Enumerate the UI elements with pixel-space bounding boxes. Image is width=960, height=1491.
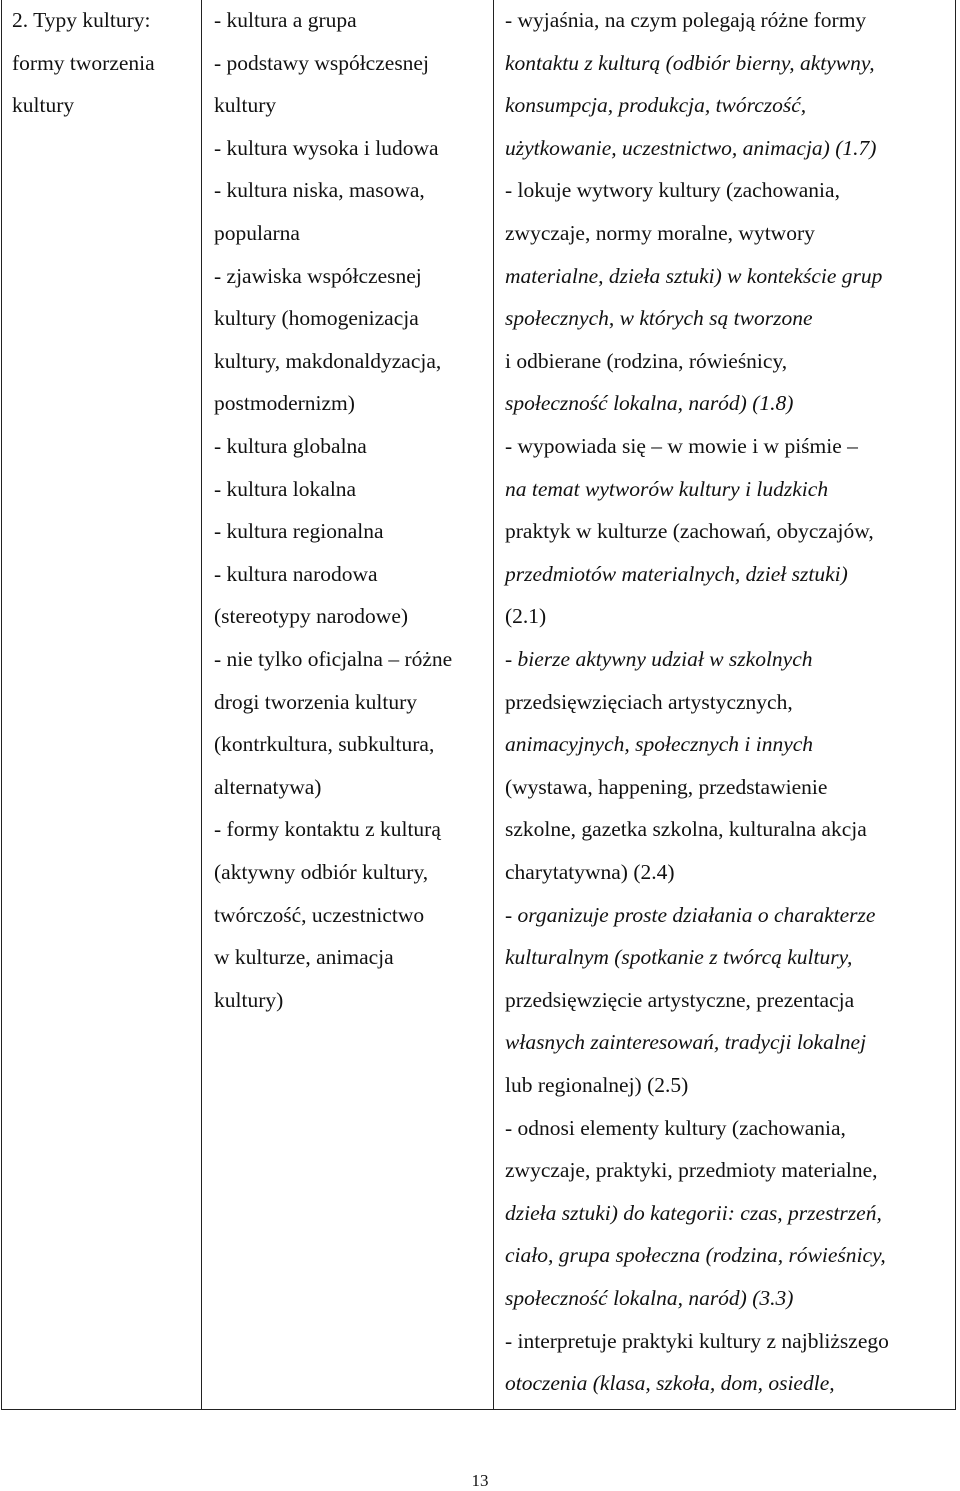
content-line: kultury, makdonaldyzacja, bbox=[214, 348, 442, 373]
requirement-line: własnych zainteresowań, tradycji lokalnej bbox=[505, 1030, 867, 1055]
content-line: kultury) bbox=[214, 987, 284, 1012]
requirement-line: szkolne, gazetka szkolna, kulturalna akcja bbox=[505, 817, 867, 842]
content-line: (aktywny odbiór kultury, bbox=[214, 860, 429, 884]
content-line: - kultura globalna bbox=[214, 434, 367, 458]
requirement-line: przedsięwzięciach artystycznych, bbox=[505, 689, 793, 714]
content-line: - kultura regionalna bbox=[214, 519, 384, 544]
requirement-line: konsumpcja, produkcja, twórczość, bbox=[505, 93, 807, 118]
content-line: alternatywa) bbox=[214, 774, 322, 799]
requirement-line: materialne, dzieła sztuki) w kontekście grup bbox=[505, 263, 883, 288]
content-line: - kultura a grupa bbox=[214, 8, 357, 32]
content-line: drogi tworzenia kultury bbox=[214, 689, 418, 714]
requirement-line: - lokuje wytwory kultury (zachowania, bbox=[505, 178, 840, 203]
requirement-line: społeczność lokalna, naród) (1.8) bbox=[505, 391, 794, 416]
topic-line: kultury bbox=[12, 93, 75, 118]
requirement-line: lub regionalnej) (2.5) bbox=[505, 1073, 689, 1097]
content-line: kultury (homogenizacja bbox=[214, 306, 419, 331]
content-line: w kulturze, animacja bbox=[214, 945, 394, 970]
requirement-line: - odnosi elementy kultury (zachowania, bbox=[505, 1115, 846, 1140]
content-line: popularna bbox=[214, 221, 300, 245]
requirement-line: - interpretuje praktyki kultury z najbliższego bbox=[505, 1328, 889, 1353]
requirement-line: zwyczaje, praktyki, przedmioty materialne, bbox=[505, 1158, 878, 1183]
requirement-line: praktyk w kulturze (zachowań, obyczajów, bbox=[505, 519, 874, 544]
content-line: - nie tylko oficjalna – różne bbox=[214, 647, 453, 671]
requirement-line: ciało, grupa społeczna (rodzina, rówieśnicy, bbox=[505, 1243, 886, 1268]
content-line: postmodernizm) bbox=[214, 391, 355, 416]
topic-line: formy tworzenia bbox=[12, 50, 155, 75]
requirement-line: na temat wytworów kultury i ludzkich bbox=[505, 476, 829, 501]
content-line: (kontrkultura, subkultura, bbox=[214, 732, 435, 757]
requirement-line: kontaktu z kulturą (odbiór bierny, aktywny, bbox=[505, 50, 875, 75]
requirement-line: otoczenia (klasa, szkoła, dom, osiedle, bbox=[505, 1371, 835, 1396]
requirement-line: przedmiotów materialnych, dzieł sztuki) bbox=[505, 561, 848, 586]
requirement-line: - wypowiada się – w mowie i w piśmie – bbox=[505, 434, 858, 458]
requirement-line: zwyczaje, normy moralne, wytwory bbox=[505, 221, 815, 245]
requirement-line: - organizuje proste działania o charakterze bbox=[505, 902, 876, 927]
requirements-column bbox=[494, 0, 955, 1409]
content-line: (stereotypy narodowe) bbox=[214, 604, 409, 629]
requirement-line: (2.1) bbox=[505, 604, 547, 629]
requirement-line: - bierze aktywny udział w szkolnych bbox=[505, 647, 813, 671]
requirement-line: społeczność lokalna, naród) (3.3) bbox=[505, 1286, 794, 1310]
curriculum-table bbox=[1, 0, 956, 1410]
requirement-line: i odbierane (rodzina, rówieśnicy, bbox=[505, 348, 788, 373]
content-line: kultury bbox=[214, 93, 277, 118]
requirement-line: (wystawa, happening, przedstawienie bbox=[505, 774, 828, 799]
content-column bbox=[202, 0, 494, 1409]
content-line: - podstawy współczesnej bbox=[214, 50, 429, 75]
requirement-line: społecznych, w których są tworzone bbox=[505, 306, 813, 331]
content-line: twórczość, uczestnictwo bbox=[214, 902, 425, 927]
requirement-line: animacyjnych, społecznych i innych bbox=[505, 732, 814, 757]
requirement-line: przedsięwzięcie artystyczne, prezentacja bbox=[505, 987, 855, 1012]
requirement-line: charytatywna) (2.4) bbox=[505, 860, 675, 884]
requirement-line: dzieła sztuki) do kategorii: czas, przestrzeń, bbox=[505, 1200, 882, 1225]
requirement-line: użytkowanie, uczestnictwo, animacja) (1.7) bbox=[505, 135, 877, 160]
topic-column bbox=[2, 0, 202, 1409]
content-line: - kultura lokalna bbox=[214, 476, 357, 501]
content-line: - kultura niska, masowa, bbox=[214, 178, 425, 203]
content-line: - formy kontaktu z kulturą bbox=[214, 817, 441, 842]
content-line: - zjawiska współczesnej bbox=[214, 263, 422, 288]
content-line: - kultura narodowa bbox=[214, 561, 378, 586]
requirement-line: kulturalnym (spotkanie z twórcą kultury, bbox=[505, 945, 853, 970]
content-line: - kultura wysoka i ludowa bbox=[214, 135, 439, 160]
requirement-line: - wyjaśnia, na czym polegają różne formy bbox=[505, 8, 867, 32]
topic-line: 2. Typy kultury: bbox=[12, 8, 151, 32]
page-number: 13 bbox=[471, 1471, 489, 1490]
